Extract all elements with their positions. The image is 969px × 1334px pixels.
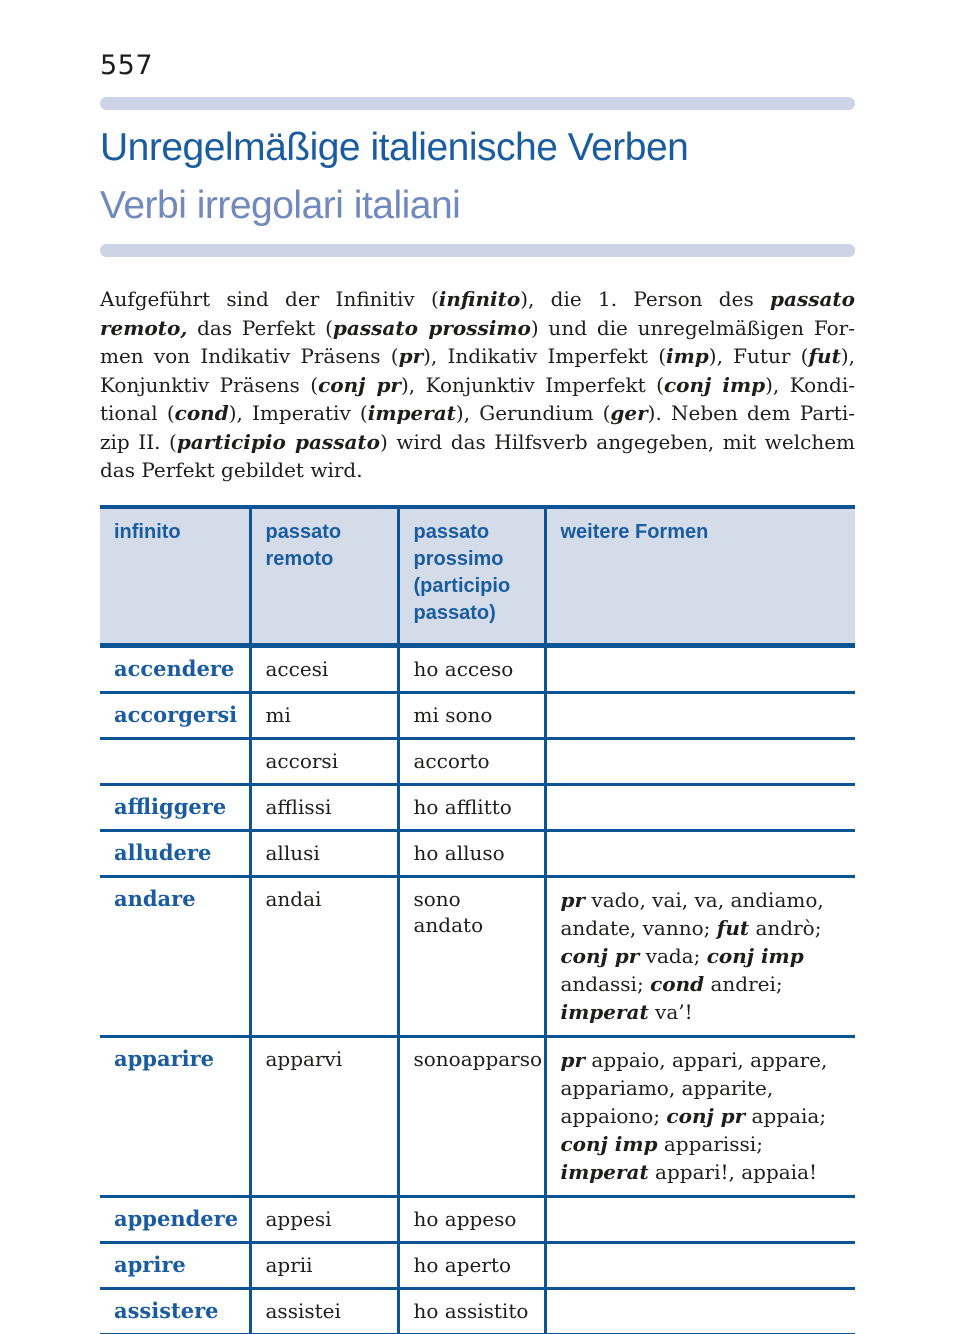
grammar-tag: imperat bbox=[560, 1159, 649, 1184]
infinito-cell: affliggere bbox=[100, 784, 250, 830]
intro-text: ). Neben dem Parti- bbox=[647, 401, 856, 425]
page-content bbox=[100, 0, 855, 1334]
passato-remoto-cell: mi bbox=[250, 692, 398, 738]
grammar-term: remoto, bbox=[100, 315, 188, 340]
intro-text: das Perfekt ( bbox=[187, 315, 333, 340]
intro-line bbox=[100, 428, 855, 457]
weitere-formen-cell bbox=[545, 738, 855, 784]
passato-remoto-cell: afflissi bbox=[250, 784, 398, 830]
grammar-tag: pr bbox=[560, 1047, 586, 1072]
verb-form-text: va’! bbox=[648, 999, 693, 1024]
intro-line bbox=[100, 342, 855, 371]
passato-prossimo-cell: ho alluso bbox=[398, 830, 545, 876]
verb-form-text: andrei; bbox=[704, 971, 783, 996]
intro-line bbox=[100, 285, 855, 314]
passato-prossimo-cell: sono andato bbox=[398, 876, 545, 1036]
table-row bbox=[100, 830, 855, 876]
verb-form-text: andassi; bbox=[560, 971, 651, 996]
passato-remoto-cell: accesi bbox=[250, 645, 398, 692]
decorative-bar-middle bbox=[100, 244, 855, 257]
header-row bbox=[100, 507, 855, 646]
passato-remoto-cell: appesi bbox=[250, 1196, 398, 1242]
table-row bbox=[100, 784, 855, 830]
passato-prossimo-cell: accorto bbox=[398, 738, 545, 784]
passato-remoto-cell: aprii bbox=[250, 1242, 398, 1288]
intro-line bbox=[100, 456, 855, 485]
passato-remoto-cell: assistei bbox=[250, 1288, 398, 1334]
grammar-term: conj pr bbox=[318, 372, 401, 397]
grammar-term: fut bbox=[808, 344, 841, 368]
passato-remoto-cell: apparvi bbox=[250, 1036, 398, 1196]
passato-prossimo-cell: ho aperto bbox=[398, 1242, 545, 1288]
grammar-term: imp bbox=[666, 344, 709, 368]
grammar-term: imperat bbox=[367, 401, 456, 425]
infinito-cell: andare bbox=[100, 876, 250, 1036]
weitere-formen-cell bbox=[545, 645, 855, 692]
verb-form-text: appaio, appari, appare, appariamo, apparite, appaiono; bbox=[560, 1047, 828, 1128]
infinito-cell: accorgersi bbox=[100, 692, 250, 738]
intro-text: ), Kondi- bbox=[765, 372, 856, 397]
intro-text: Konjunktiv Präsens ( bbox=[100, 372, 319, 397]
verb-form-text: vada; bbox=[639, 943, 707, 968]
infinito-cell: apparire bbox=[100, 1036, 250, 1196]
verb-table bbox=[100, 505, 855, 1334]
infinito-cell: accendere bbox=[100, 645, 250, 692]
intro-text: ), Gerundium ( bbox=[455, 401, 611, 425]
intro-text: ) und die unregelmäßigen For- bbox=[530, 315, 855, 340]
weitere-formen-cell bbox=[545, 692, 855, 738]
grammar-term: infinito bbox=[438, 287, 521, 311]
table-row bbox=[100, 1036, 855, 1196]
passato-prossimo-cell: ho afflitto bbox=[398, 784, 545, 830]
table-row bbox=[100, 876, 855, 1036]
grammar-tag: fut bbox=[716, 915, 750, 940]
infinito-cell: assistere bbox=[100, 1288, 250, 1334]
table-row bbox=[100, 1196, 855, 1242]
verb-table-body bbox=[100, 645, 855, 1334]
weitere-formen-cell bbox=[545, 830, 855, 876]
intro-text: ), Indikativ Imperfekt ( bbox=[423, 344, 667, 368]
column-header-passato-prossimo: passato prossimo (participio passato) bbox=[398, 507, 545, 646]
intro-text: tional ( bbox=[100, 401, 175, 425]
table-row bbox=[100, 1242, 855, 1288]
weitere-formen-cell bbox=[545, 1196, 855, 1242]
table-row bbox=[100, 645, 855, 692]
column-header-infinito: infinito bbox=[100, 507, 250, 646]
intro-text: ), Futur ( bbox=[708, 344, 809, 368]
weitere-formen-cell bbox=[545, 876, 855, 1036]
page-number: 557 bbox=[100, 50, 154, 81]
passato-prossimo-cell: sonoapparso bbox=[398, 1036, 545, 1196]
passato-remoto-cell: andai bbox=[250, 876, 398, 1036]
grammar-tag: conj pr bbox=[560, 943, 640, 968]
table-row bbox=[100, 738, 855, 784]
weitere-formen-cell bbox=[545, 1242, 855, 1288]
grammar-tag: imperat bbox=[560, 999, 649, 1024]
grammar-term: pr bbox=[398, 344, 424, 368]
grammar-tag: pr bbox=[560, 887, 586, 912]
verb-form-text: appaia; bbox=[745, 1103, 827, 1128]
verb-form-text: andrò; bbox=[749, 915, 822, 940]
intro-line bbox=[100, 371, 855, 400]
passato-prossimo-cell: ho appeso bbox=[398, 1196, 545, 1242]
intro-paragraph bbox=[100, 285, 855, 485]
grammar-tag: conj imp bbox=[706, 943, 804, 968]
grammar-term: participio passato bbox=[176, 429, 380, 454]
grammar-tag: conj imp bbox=[560, 1131, 658, 1156]
page-subtitle: Verbi irregolari italiani bbox=[100, 184, 461, 227]
column-header-passato-remoto: passato remoto bbox=[250, 507, 398, 646]
intro-line bbox=[100, 314, 855, 343]
intro-text: Aufgeführt sind der Infinitiv ( bbox=[100, 287, 439, 311]
intro-text: ), Imperativ ( bbox=[228, 401, 368, 425]
infinito-cell bbox=[100, 738, 250, 784]
column-header-weitere-formen: weitere Formen bbox=[545, 507, 855, 646]
grammar-term: ger bbox=[610, 401, 648, 425]
weitere-formen-cell bbox=[545, 1036, 855, 1196]
passato-remoto-cell: accorsi bbox=[250, 738, 398, 784]
verb-form-text: appari!, appaia! bbox=[648, 1159, 818, 1184]
grammar-term: conj imp bbox=[663, 372, 766, 397]
weitere-formen-cell bbox=[545, 784, 855, 830]
passato-prossimo-cell: mi sono bbox=[398, 692, 545, 738]
intro-text: ), Konjunktiv Imperfekt ( bbox=[400, 372, 664, 397]
intro-text: ), bbox=[840, 344, 855, 368]
grammar-term: cond bbox=[174, 401, 229, 425]
grammar-tag: conj pr bbox=[666, 1103, 746, 1128]
infinito-cell: appendere bbox=[100, 1196, 250, 1242]
intro-line bbox=[100, 399, 855, 428]
table-row bbox=[100, 692, 855, 738]
passato-remoto-cell: allusi bbox=[250, 830, 398, 876]
infinito-cell: aprire bbox=[100, 1242, 250, 1288]
grammar-tag: cond bbox=[650, 971, 705, 996]
passato-prossimo-cell: ho assistito bbox=[398, 1288, 545, 1334]
intro-text: ) wird das Hilfsverb angegeben, mit welchem bbox=[380, 429, 855, 454]
passato-prossimo-cell: ho acceso bbox=[398, 645, 545, 692]
table-row bbox=[100, 1288, 855, 1334]
intro-text: zip II. ( bbox=[100, 429, 177, 454]
intro-text: men von Indikativ Präsens ( bbox=[100, 344, 399, 368]
intro-text: ), die 1. Person des bbox=[520, 287, 770, 311]
page-title: Unregelmäßige italienische Verben bbox=[100, 126, 689, 169]
grammar-term: passato prossimo bbox=[332, 315, 531, 340]
verb-form-text: apparissi; bbox=[657, 1131, 763, 1156]
decorative-bar-top bbox=[100, 97, 855, 110]
weitere-formen-cell bbox=[545, 1288, 855, 1334]
infinito-cell: alludere bbox=[100, 830, 250, 876]
intro-text: das Perfekt gebildet wird. bbox=[100, 458, 363, 482]
verb-table-header bbox=[100, 507, 855, 646]
grammar-term: passato bbox=[770, 287, 855, 311]
verb-form-text: vado, vai, va, andiamo, andate, vanno; bbox=[560, 887, 824, 940]
